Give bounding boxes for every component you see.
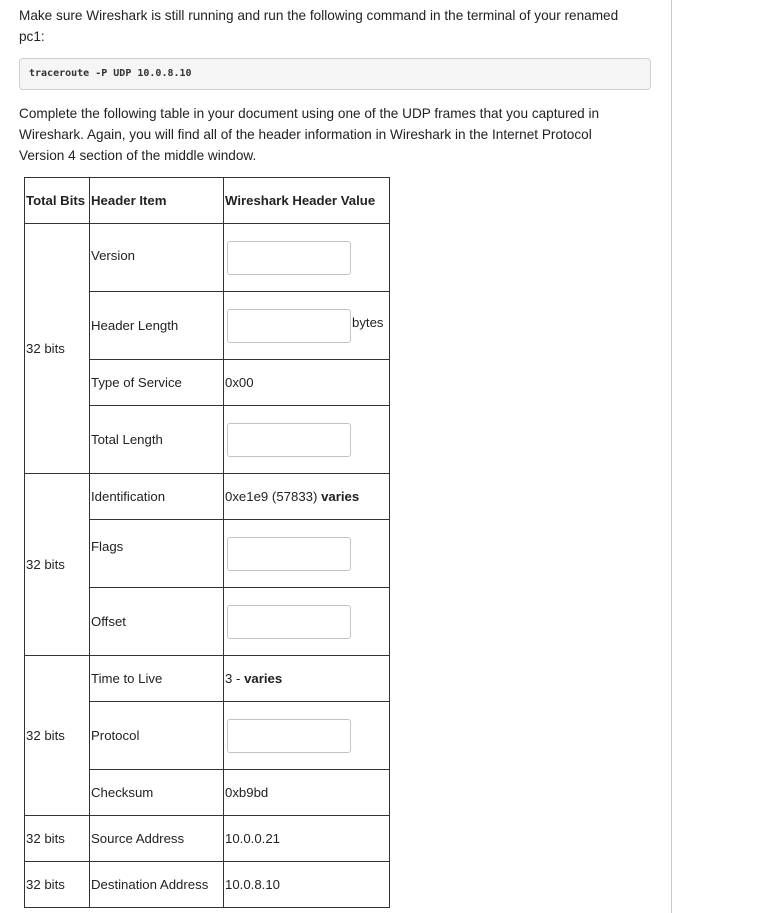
value-time-to-live: 3 -	[225, 671, 241, 686]
item-flags: Flags	[91, 539, 124, 554]
total-bits-cell-4: 32 bits	[25, 816, 90, 862]
flags-input[interactable]	[227, 537, 351, 571]
table-row-version	[25, 224, 390, 292]
right-border-rule	[671, 0, 672, 913]
instructions-line-2: Wireshark. Again, you will find all of the header information in Wireshark in the Internet Protocol	[19, 127, 592, 142]
value-identification-note: varies	[321, 489, 360, 504]
intro-line-2: pc1:	[19, 29, 45, 44]
ip-header-table	[24, 177, 390, 908]
item-destination-address: Destination Address	[91, 877, 209, 892]
version-input[interactable]	[227, 241, 351, 275]
table-row-time-to-live	[25, 656, 390, 702]
col-header-header-item: Header Item	[90, 178, 224, 224]
value-checksum: 0xb9bd	[225, 785, 269, 800]
item-header-length: Header Length	[91, 318, 179, 333]
item-source-address: Source Address	[91, 831, 185, 846]
instructions-text	[19, 103, 659, 166]
value-identification: 0xe1e9 (57833)	[225, 489, 318, 504]
total-bits-cell-5: 32 bits	[25, 862, 90, 908]
protocol-input[interactable]	[227, 719, 351, 753]
table-row-destination-address	[25, 862, 390, 908]
intro-text	[19, 5, 659, 47]
instructions-line-1: Complete the following table in your document using one of the UDP frames that you captured in	[19, 106, 600, 121]
value-source-address: 10.0.0.21	[225, 831, 280, 846]
command-code-block	[19, 58, 651, 90]
item-version: Version	[91, 248, 135, 263]
value-destination-address: 10.0.8.10	[225, 877, 280, 892]
value-time-to-live-note: varies	[244, 671, 283, 686]
total-length-input[interactable]	[227, 423, 351, 457]
intro-line-1: Make sure Wireshark is still running and run the following command in the terminal of your renamed	[19, 8, 619, 23]
header-length-input[interactable]	[227, 309, 351, 343]
item-total-length: Total Length	[91, 432, 163, 447]
total-bits-cell-2: 32 bits	[25, 474, 90, 656]
item-checksum: Checksum	[91, 785, 154, 800]
value-type-of-service: 0x00	[225, 375, 254, 390]
bytes-unit-label: bytes	[352, 314, 384, 330]
item-type-of-service: Type of Service	[91, 375, 182, 390]
col-header-wireshark-value: Wireshark Header Value	[224, 178, 390, 224]
total-bits-cell-1: 32 bits	[25, 224, 90, 474]
item-identification: Identification	[91, 489, 166, 504]
col-header-total-bits: Total Bits	[25, 178, 90, 224]
item-time-to-live: Time to Live	[91, 671, 163, 686]
table-header-row	[25, 178, 390, 224]
table-row-source-address	[25, 816, 390, 862]
item-offset: Offset	[91, 614, 126, 629]
total-bits-cell-3: 32 bits	[25, 656, 90, 816]
offset-input[interactable]	[227, 605, 351, 639]
item-protocol: Protocol	[91, 728, 140, 743]
table-row-identification	[25, 474, 390, 520]
command-text: traceroute -P UDP 10.0.8.10	[29, 68, 192, 79]
instructions-line-3: Version 4 section of the middle window.	[19, 148, 257, 163]
